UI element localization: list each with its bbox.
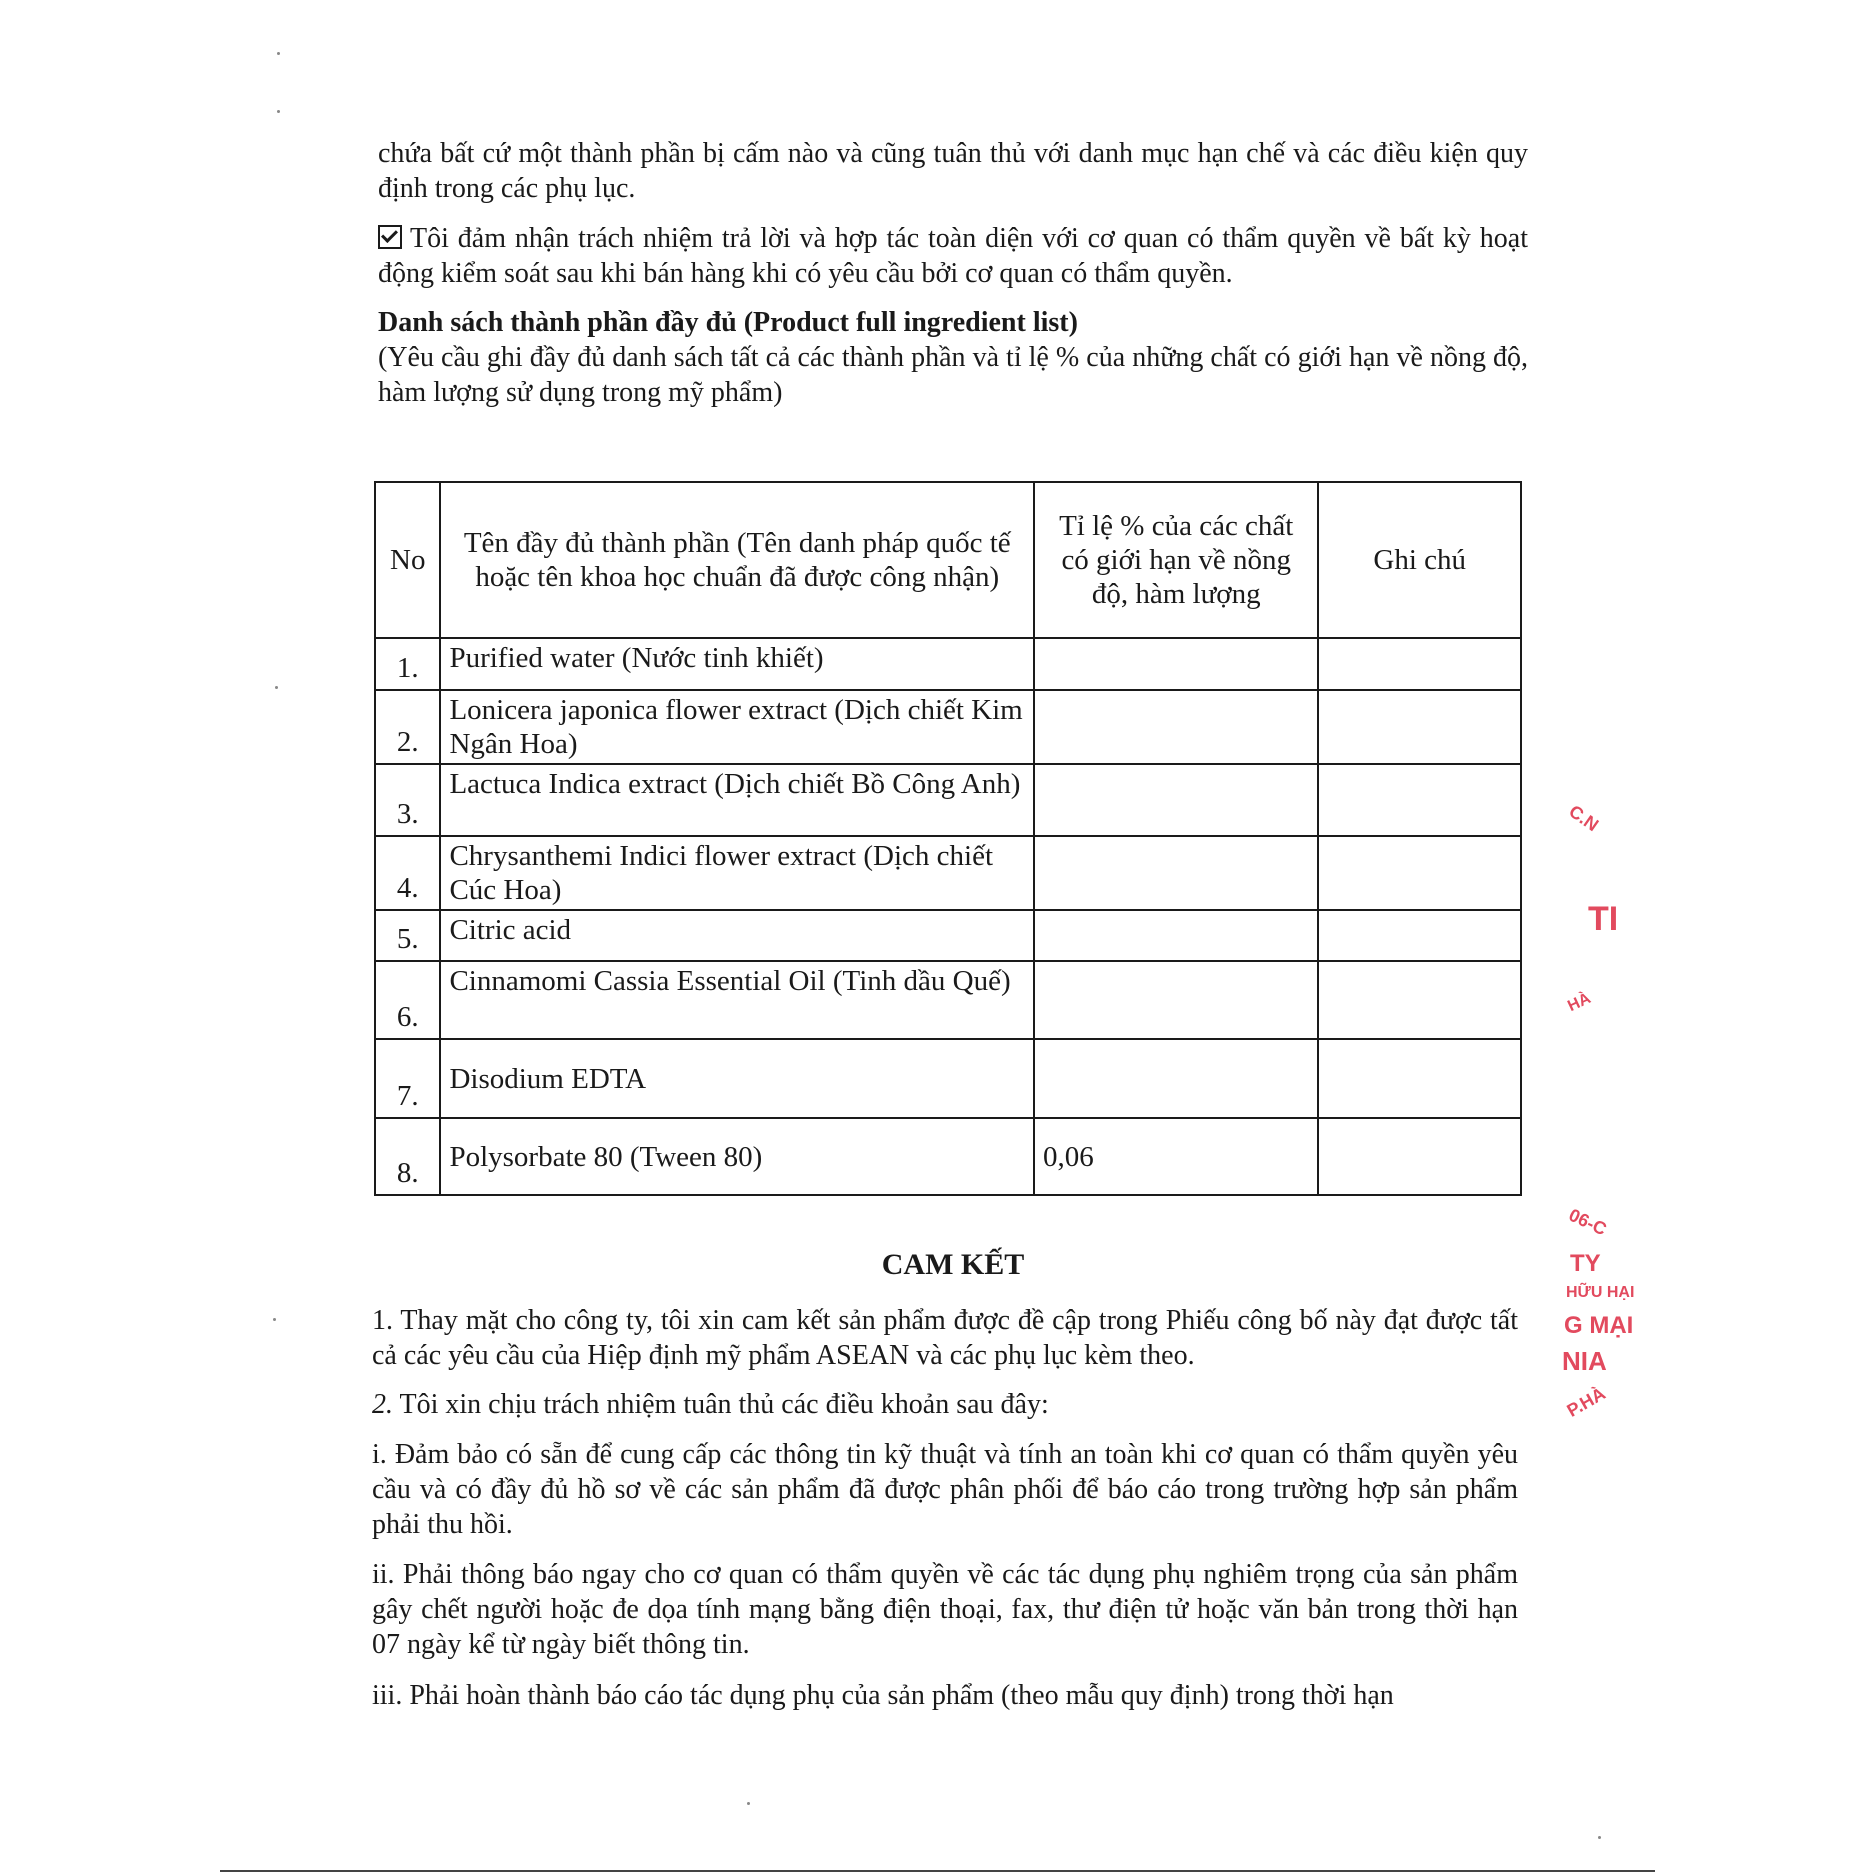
row-no: 5.	[375, 910, 440, 961]
stamp-text: C.N	[1565, 801, 1603, 836]
intro-line: chứa bất cứ một thành phần bị cấm nào và cũng tuân thủ với danh mục hạn chế và các điều kiện quy định trong các phụ lục.	[378, 138, 1528, 204]
scan-speck	[273, 1318, 276, 1321]
row-concentration	[1034, 1039, 1318, 1118]
header-note: Ghi chú	[1318, 482, 1521, 638]
scan-speck	[275, 686, 278, 689]
row-no: 2.	[375, 690, 440, 764]
row-note	[1318, 961, 1521, 1039]
table-row	[375, 836, 1521, 910]
row-name: Polysorbate 80 (Tween 80)	[440, 1118, 1034, 1195]
table-header-row	[375, 482, 1521, 638]
row-concentration	[1034, 764, 1318, 836]
table-row	[375, 1039, 1521, 1118]
row-concentration: 0,06	[1034, 1118, 1318, 1195]
stamp-text: HỮU HẠI	[1566, 1284, 1635, 1301]
scan-speck	[1598, 1836, 1601, 1839]
scan-speck	[277, 52, 280, 55]
bottom-rule	[220, 1870, 1655, 1872]
stamp-text: TY	[1570, 1250, 1601, 1277]
row-note	[1318, 638, 1521, 690]
stamp-text: P.HÀ	[1563, 1383, 1609, 1421]
stamp-text: HÀ	[1565, 989, 1594, 1016]
checked-box-icon	[378, 225, 402, 249]
table-row	[375, 638, 1521, 690]
row-note	[1318, 690, 1521, 764]
table-row	[375, 764, 1521, 836]
row-note	[1318, 836, 1521, 910]
header-concentration: Tỉ lệ % của các chất có giới hạn về nồng độ, hàm lượng	[1034, 482, 1318, 638]
commitment-paragraph-1: 1. Thay mặt cho công ty, tôi xin cam kết sản phẩm được đề cập trong Phiếu công bố này đạt được tất cả các yêu cầu của Hiệp định mỹ phẩm ASEAN và các phụ lục kèm theo.	[372, 1305, 1518, 1371]
header-no: No	[375, 482, 440, 638]
row-name: Cinnamomi Cassia Essential Oil (Tinh dầu Quế)	[440, 961, 1034, 1039]
stamp-text: NIA	[1562, 1346, 1607, 1376]
ingredient-heading: Danh sách thành phần đầy đủ (Product full ingredient list)	[378, 307, 1078, 338]
row-concentration	[1034, 638, 1318, 690]
header-name: Tên đầy đủ thành phần (Tên danh pháp quốc tế hoặc tên khoa học chuẩn đã được công nhận)	[440, 482, 1034, 638]
row-no: 1.	[375, 638, 440, 690]
row-no: 4.	[375, 836, 440, 910]
row-note	[1318, 1039, 1521, 1118]
ingredient-note: (Yêu cầu ghi đầy đủ danh sách tất cả các thành phần và tỉ lệ % của những chất có giới hạn về nồng độ, hàm lượng sử dụng trong mỹ phẩm)	[378, 342, 1528, 408]
commitment-item-ii: ii. Phải thông báo ngay cho cơ quan có thẩm quyền về các tác dụng phụ nghiêm trọng của sản phẩm gây chết người hoặc đe dọa tính mạng bằng điện thoại, fax, thư điện tử hoặc văn bản trong thời hạn 07 ngày kể từ ngày biết thông tin.	[372, 1559, 1518, 1660]
row-no: 6.	[375, 961, 440, 1039]
table-row	[375, 690, 1521, 764]
row-name: Citric acid	[440, 910, 1034, 961]
commitment-item-iii: iii. Phải hoàn thành báo cáo tác dụng phụ của sản phẩm (theo mẫu quy định) trong thời hạn	[372, 1680, 1394, 1711]
row-name: Lactuca Indica extract (Dịch chiết Bồ Công Anh)	[440, 764, 1034, 836]
row-name: Chrysanthemi Indici flower extract (Dịch chiết Cúc Hoa)	[440, 836, 1034, 910]
scan-speck	[277, 110, 280, 113]
row-no: 8.	[375, 1118, 440, 1195]
ingredient-table	[374, 481, 1522, 1196]
row-no: 3.	[375, 764, 440, 836]
row-name: Disodium EDTA	[440, 1039, 1034, 1118]
row-note	[1318, 1118, 1521, 1195]
row-concentration	[1034, 836, 1318, 910]
checkbox-text: Tôi đảm nhận trách nhiệm trả lời và hợp tác toàn diện với cơ quan có thẩm quyền về bất kỳ hoạt động kiểm soát sau khi bán hàng khi có yêu cầu bởi cơ quan có thẩm quyền.	[378, 223, 1528, 289]
stamp-text: G MẠI	[1564, 1312, 1634, 1339]
stamp-text: TI	[1588, 900, 1619, 938]
table-row	[375, 1118, 1521, 1195]
row-name: Lonicera japonica flower extract (Dịch chiết Kim Ngân Hoa)	[440, 690, 1034, 764]
commitment-paragraph-2	[372, 1387, 1518, 1422]
intro-paragraph	[378, 136, 1528, 206]
row-name: Purified water (Nước tinh khiết)	[440, 638, 1034, 690]
stamp-text: 06-C	[1565, 1204, 1610, 1240]
row-note	[1318, 764, 1521, 836]
commitment-title: CAM KẾT	[881, 1248, 1025, 1281]
scan-speck	[747, 1802, 750, 1805]
paragraph-2-text: Tôi xin chịu trách nhiệm tuân thủ các điều khoản sau đây:	[399, 1389, 1049, 1420]
row-concentration	[1034, 690, 1318, 764]
checkbox-paragraph	[378, 221, 1528, 291]
table-row	[375, 910, 1521, 961]
commitment-item-i: i. Đảm bảo có sẵn để cung cấp các thông tin kỹ thuật và tính an toàn khi cơ quan có thẩm quyền yêu cầu và có đầy đủ hồ sơ về các sản phẩm đã được phân phối để báo cáo trong trường hợp sản phẩm phải thu hồi.	[372, 1439, 1518, 1540]
table-row	[375, 961, 1521, 1039]
paragraph-2-number: 2.	[372, 1389, 393, 1420]
row-concentration	[1034, 961, 1318, 1039]
row-no: 7.	[375, 1039, 440, 1118]
row-note	[1318, 910, 1521, 961]
row-concentration	[1034, 910, 1318, 961]
